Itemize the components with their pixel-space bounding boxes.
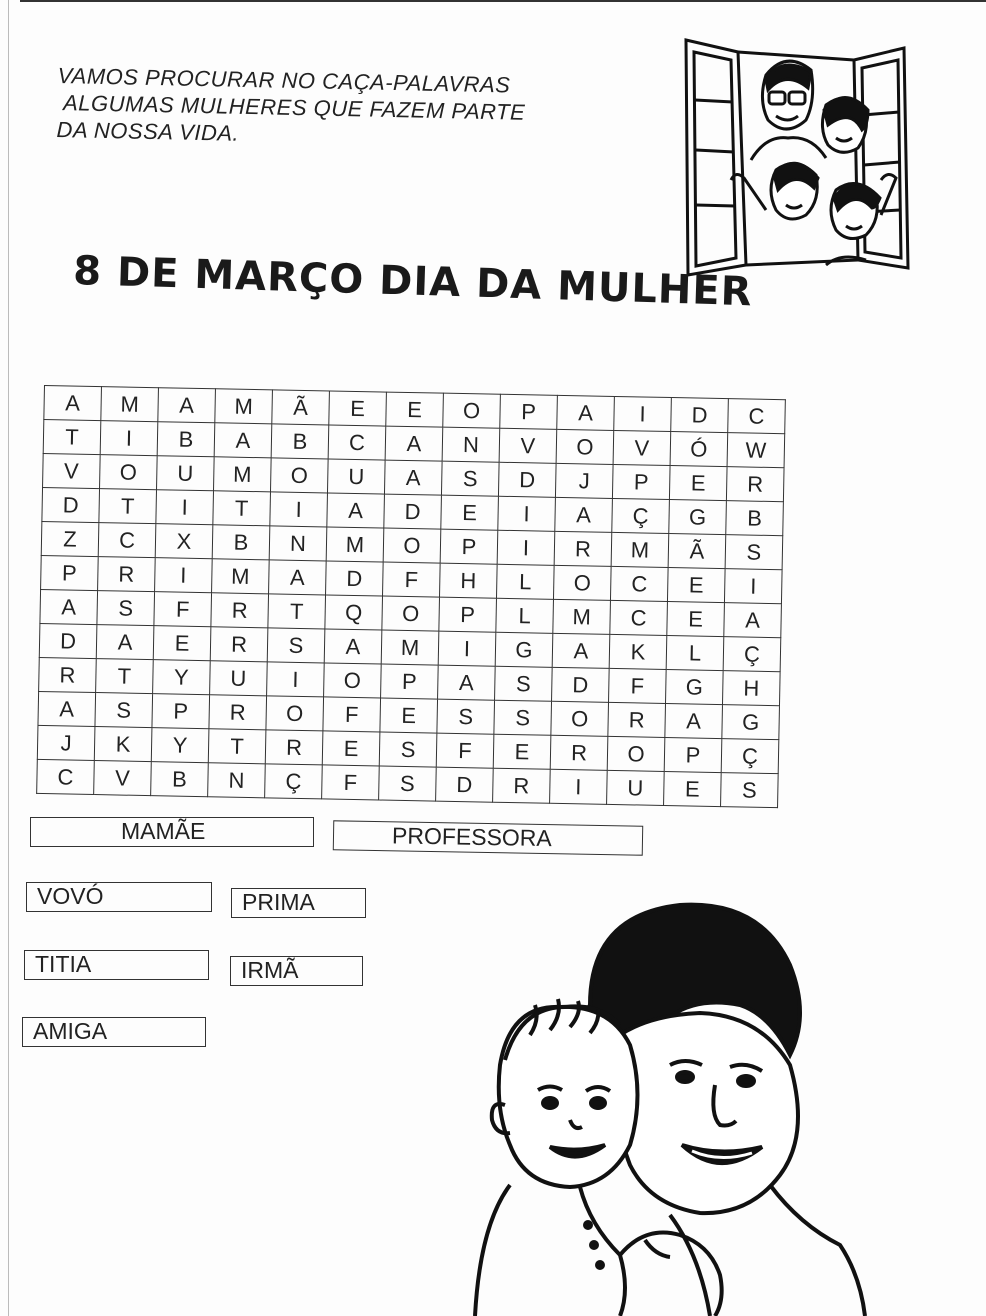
grid-cell: S bbox=[95, 693, 153, 728]
grid-cell: B bbox=[726, 501, 784, 536]
grid-cell: N bbox=[269, 526, 327, 561]
grid-cell: P bbox=[440, 529, 498, 564]
grid-cell: T bbox=[268, 594, 326, 629]
grid-cell: Q bbox=[325, 595, 383, 630]
grid-cell: A bbox=[385, 426, 443, 461]
grid-cell: D bbox=[384, 494, 442, 529]
grid-cell: A bbox=[438, 665, 496, 700]
grid-cell: M bbox=[611, 532, 669, 567]
grid-cell: E bbox=[493, 734, 551, 769]
grid-cell: E bbox=[669, 466, 727, 501]
instructions-line-3: DA NOSSA VIDA. bbox=[56, 116, 240, 146]
grid-cell: O bbox=[553, 565, 611, 600]
grid-cell: O bbox=[382, 596, 440, 631]
grid-cell: V bbox=[43, 453, 101, 488]
grid-cell: U bbox=[607, 770, 665, 805]
grid-cell: C bbox=[610, 600, 668, 635]
grid-cell: B bbox=[212, 525, 270, 560]
grid-cell: I bbox=[614, 396, 672, 431]
word-box-mamae: MAMÃE bbox=[30, 817, 314, 847]
grid-cell: M bbox=[212, 559, 270, 594]
grid-cell: A bbox=[96, 625, 154, 660]
grid-cell: D bbox=[42, 487, 100, 522]
grid-cell: T bbox=[43, 420, 101, 455]
grid-cell: R bbox=[554, 531, 612, 566]
grid-cell: U bbox=[157, 456, 215, 491]
word-search-grid bbox=[36, 385, 786, 808]
grid-cell: E bbox=[386, 392, 444, 427]
grid-cell: A bbox=[44, 386, 102, 421]
grid-cell: M bbox=[381, 630, 439, 665]
family-at-window-illustration bbox=[676, 30, 916, 280]
grid-cell: O bbox=[100, 455, 158, 490]
grid-cell: E bbox=[667, 602, 725, 637]
grid-cell: D bbox=[498, 462, 556, 497]
grid-cell: E bbox=[322, 731, 380, 766]
grid-cell: A bbox=[327, 493, 385, 528]
grid-cell: D bbox=[671, 398, 729, 433]
grid-cell: S bbox=[725, 535, 783, 570]
grid-cell: O bbox=[383, 528, 441, 563]
grid-cell: L bbox=[666, 636, 724, 671]
grid-cell: G bbox=[666, 669, 724, 704]
grid-cell: P bbox=[41, 555, 99, 590]
grid-cell: R bbox=[98, 557, 156, 592]
grid-cell: E bbox=[153, 626, 211, 661]
grid-cell: P bbox=[612, 464, 670, 499]
grid-cell: F bbox=[609, 668, 667, 703]
grid-cell: R bbox=[550, 735, 608, 770]
grid-cell: R bbox=[493, 768, 551, 803]
grid-cell: K bbox=[94, 727, 152, 762]
grid-cell: A bbox=[384, 460, 442, 495]
grid-cell: R bbox=[209, 695, 267, 730]
grid-cell: R bbox=[39, 657, 97, 692]
grid-cell: I bbox=[497, 530, 555, 565]
grid-cell: R bbox=[608, 702, 666, 737]
grid-cell: V bbox=[613, 430, 671, 465]
grid-cell: E bbox=[380, 698, 438, 733]
grid-cell: E bbox=[441, 495, 499, 530]
grid-cell: G bbox=[669, 500, 727, 535]
grid-cell: D bbox=[326, 561, 384, 596]
grid-cell: Ã bbox=[272, 390, 330, 425]
grid-cell: P bbox=[152, 694, 210, 729]
grid-cell: F bbox=[323, 697, 381, 732]
grid-cell: J bbox=[37, 725, 95, 760]
grid-cell: S bbox=[721, 773, 779, 808]
grid-cell: O bbox=[556, 429, 614, 464]
grid-cell: F bbox=[322, 765, 380, 800]
grid-cell: H bbox=[722, 671, 780, 706]
grid-cell: M bbox=[215, 389, 273, 424]
grid-cell: D bbox=[39, 623, 97, 658]
grid-cell: A bbox=[555, 497, 613, 532]
grid-cell: T bbox=[208, 729, 266, 764]
grid-cell: A bbox=[724, 603, 782, 638]
grid-cell: M bbox=[214, 457, 272, 492]
grid-cell: T bbox=[213, 491, 271, 526]
grid-cell: J bbox=[555, 463, 613, 498]
grid-cell: E bbox=[667, 568, 725, 603]
grid-cell: P bbox=[439, 597, 497, 632]
grid-cell: S bbox=[379, 732, 437, 767]
grid-cell: Ç bbox=[612, 498, 670, 533]
grid-cell: Y bbox=[153, 660, 211, 695]
grid-cell: V bbox=[94, 761, 152, 796]
instructions-line-2: ALGUMAS MULHERES QUE FAZEM PARTE bbox=[62, 90, 526, 125]
instructions-text bbox=[56, 62, 658, 156]
grid-cell: O bbox=[551, 701, 609, 736]
grid-cell: A bbox=[557, 395, 615, 430]
grid-cell: R bbox=[726, 467, 784, 502]
grid-cell: E bbox=[329, 391, 387, 426]
grid-cell: I bbox=[100, 421, 158, 456]
mother-and-child-illustration bbox=[470, 895, 870, 1316]
grid-cell: A bbox=[269, 560, 327, 595]
grid-cell: Ã bbox=[668, 534, 726, 569]
grid-cell: S bbox=[495, 666, 553, 701]
grid-cell: S bbox=[437, 699, 495, 734]
grid-cell: O bbox=[607, 736, 665, 771]
word-search-table bbox=[36, 385, 786, 808]
grid-cell: E bbox=[664, 771, 722, 806]
grid-cell: I bbox=[270, 492, 328, 527]
grid-cell: A bbox=[552, 633, 610, 668]
grid-cell: C bbox=[328, 425, 386, 460]
grid-cell: N bbox=[442, 427, 500, 462]
grid-cell: B bbox=[157, 422, 215, 457]
grid-cell: Ç bbox=[265, 764, 323, 799]
grid-cell: F bbox=[436, 733, 494, 768]
word-box-prima: PRIMA bbox=[231, 888, 366, 918]
grid-cell: G bbox=[722, 705, 780, 740]
grid-cell: C bbox=[728, 399, 786, 434]
page-title: 8 DE MARÇO DIA DA MULHER bbox=[72, 248, 754, 316]
grid-cell: C bbox=[37, 759, 95, 794]
word-box-professora: PROFESSORA bbox=[333, 820, 643, 855]
page-left-edge bbox=[8, 0, 9, 1316]
grid-cell: Ç bbox=[723, 637, 781, 672]
grid-cell: S bbox=[441, 461, 499, 496]
grid-cell: Ó bbox=[670, 432, 728, 467]
grid-cell: M bbox=[101, 387, 159, 422]
word-box-irma: IRMÃ bbox=[230, 956, 363, 986]
grid-cell: O bbox=[266, 696, 324, 731]
word-box-amiga: AMIGA bbox=[22, 1017, 206, 1047]
grid-cell: H bbox=[440, 563, 498, 598]
grid-cell: X bbox=[155, 524, 213, 559]
grid-cell: I bbox=[155, 558, 213, 593]
grid-cell: I bbox=[498, 496, 556, 531]
grid-cell: L bbox=[496, 564, 554, 599]
grid-cell: I bbox=[438, 631, 496, 666]
grid-cell: R bbox=[265, 730, 323, 765]
grid-cell: A bbox=[40, 589, 98, 624]
grid-cell: M bbox=[326, 527, 384, 562]
grid-cell: I bbox=[267, 662, 325, 697]
grid-cell: S bbox=[267, 628, 325, 663]
grid-cell: I bbox=[724, 569, 782, 604]
grid-cell: S bbox=[494, 700, 552, 735]
grid-cell: A bbox=[324, 629, 382, 664]
grid-cell: Y bbox=[151, 728, 209, 763]
grid-cell: R bbox=[211, 593, 269, 628]
grid-cell: G bbox=[495, 632, 553, 667]
grid-cell: A bbox=[214, 423, 272, 458]
grid-cell: P bbox=[381, 664, 439, 699]
grid-cell: M bbox=[553, 599, 611, 634]
grid-cell: T bbox=[96, 659, 154, 694]
word-box-titia: TITIA bbox=[24, 950, 209, 980]
grid-cell: O bbox=[270, 458, 328, 493]
grid-cell: R bbox=[210, 627, 268, 662]
grid-cell: Ç bbox=[721, 739, 779, 774]
grid-cell: I bbox=[550, 769, 608, 804]
grid-cell: C bbox=[610, 566, 668, 601]
grid-cell: D bbox=[436, 767, 494, 802]
grid-cell: N bbox=[208, 763, 266, 798]
instructions-line-1: VAMOS PROCURAR NO CAÇA-PALAVRAS bbox=[57, 62, 511, 98]
grid-cell: S bbox=[97, 591, 155, 626]
grid-cell: B bbox=[271, 424, 329, 459]
grid-cell: U bbox=[327, 459, 385, 494]
grid-cell: A bbox=[158, 388, 216, 423]
grid-cell: P bbox=[500, 394, 558, 429]
grid-cell: D bbox=[552, 667, 610, 702]
grid-cell: B bbox=[151, 762, 209, 797]
grid-cell: V bbox=[499, 428, 557, 463]
word-box-vovo: VOVÓ bbox=[26, 882, 212, 912]
grid-cell: F bbox=[154, 592, 212, 627]
grid-cell: K bbox=[609, 634, 667, 669]
grid-cell: W bbox=[727, 433, 785, 468]
grid-cell: S bbox=[379, 766, 437, 801]
grid-cell: F bbox=[383, 562, 441, 597]
grid-cell: L bbox=[496, 598, 554, 633]
grid-cell: T bbox=[99, 489, 157, 524]
grid-cell: A bbox=[38, 691, 96, 726]
grid-cell: P bbox=[664, 737, 722, 772]
grid-cell: Z bbox=[41, 521, 99, 556]
grid-cell: A bbox=[665, 703, 723, 738]
grid-cell: O bbox=[443, 393, 501, 428]
grid-cell: O bbox=[324, 663, 382, 698]
grid-cell: C bbox=[98, 523, 156, 558]
grid-cell: U bbox=[210, 661, 268, 696]
page-top-edge bbox=[20, 0, 986, 2]
grid-cell: I bbox=[156, 490, 214, 525]
